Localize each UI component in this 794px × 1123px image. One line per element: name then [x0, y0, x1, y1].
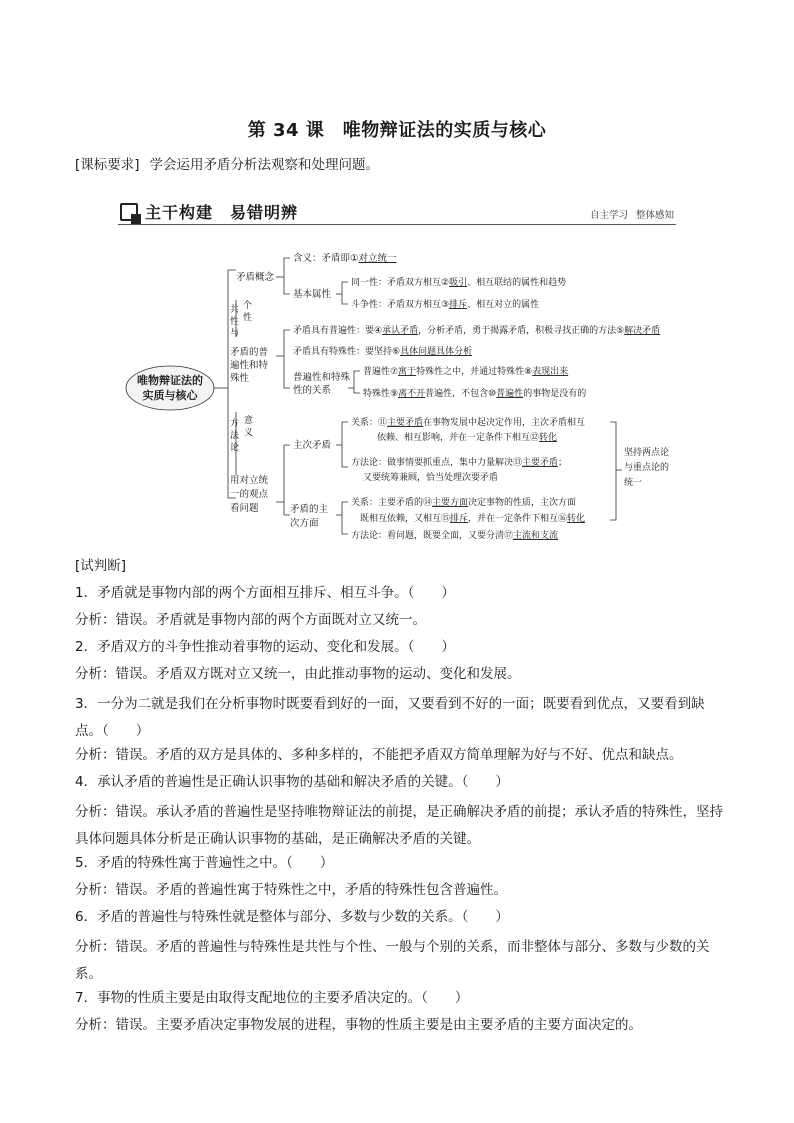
node-pu-1: 矛盾的普 — [230, 347, 269, 358]
node-basic: 基本属性 — [293, 289, 332, 300]
quiz-question-1: 1．矛盾就是事物内部的两个方面相互排斥、相互斗争。（ ） — [75, 585, 455, 601]
quiz-question-3: 3．一分为二就是我们在分析事物时既要看到好的一面，又要看到不好的一面；既要看到优点，又要看到缺点。（ ） — [75, 696, 705, 739]
requirement-tag: [课标要求] — [75, 157, 140, 173]
section-square-icon — [120, 203, 138, 221]
quiz-question-7: 7．事物的性质主要是由取得支配地位的主要矛盾决定的。（ ） — [75, 990, 469, 1006]
node-struggle: 斗争性：矛盾双方相互③排斥、相互对立的属性 — [351, 300, 540, 310]
node-identity: 同一性：矛盾双方相互②吸引、相互联结的属性和趋势 — [351, 278, 567, 288]
quiz-heading: [试判断] — [75, 558, 127, 574]
section-tag-self-study: 自主学习 — [589, 210, 628, 221]
aspect-rel-1: 关系：主要矛盾的⑭主要方面决定事物的性质，主次方面 — [351, 498, 577, 508]
node-unity-3: 统一 — [624, 478, 643, 488]
main-method-1: 方法论：做事情要抓重点，集中力量解决⑬主要矛盾； — [351, 458, 568, 468]
main-rel-1: 关系：⑪主要矛盾在事物发展中起决定作用，主次矛盾相互 — [351, 418, 586, 428]
quiz-answer-4: 分析：错误。承认矛盾的普遍性是坚持唯物辩证法的前提，是正确解决矛盾的前提；承认矛盾的特殊性，坚持具体问题具体分析是正确认识事物的基础，是正确解决矛盾的关键。 — [75, 804, 723, 847]
node-relation-1: 普遍性和特殊 — [293, 372, 351, 383]
aspect-rel-2: 既相互依赖，又相互⑮排斥，并在一定条件下相互⑯转化 — [360, 514, 586, 524]
root-line1: 唯物辩证法的 — [137, 374, 203, 387]
gx-2: 性 — [230, 317, 240, 327]
node-pu-3: 殊性 — [230, 373, 250, 384]
main-method-2: 又要统筹兼顾，恰当处理次要矛盾 — [363, 473, 499, 483]
yy-2: 义 — [244, 428, 254, 438]
node-yo-2: 一的观点 — [230, 489, 269, 500]
node-main-contradiction: 主次矛盾 — [293, 440, 332, 451]
yy-1: 意 — [244, 416, 254, 426]
mind-map — [118, 240, 678, 550]
ff-1: 方 — [230, 419, 240, 429]
quiz-answer-2: 分析：错误。矛盾双方既对立又统一，由此推动事物的运动、变化和发展。 — [75, 666, 521, 682]
node-aspect-1: 矛盾的主 — [290, 504, 329, 515]
node-relation-2: 性的关系 — [293, 385, 332, 396]
quiz-question-5: 5．矛盾的特殊性寓于普遍性之中。（ ） — [75, 855, 334, 871]
quiz-answer-7: 分析：错误。主要矛盾决定事物发展的进程，事物的性质主要是由主要矛盾的主要方面决定的。 — [75, 1017, 642, 1033]
quiz-question-2: 2．矛盾双方的斗争性推动着事物的运动、变化和发展。（ ） — [75, 639, 455, 655]
node-unity-1: 坚持两点论 — [624, 448, 670, 458]
aspect-method: 方法论：看问题，既要全面，又要分清⑰主流和支流 — [351, 531, 559, 541]
quiz-answer-1: 分析：错误。矛盾就是事物内部的两个方面既对立又统一。 — [75, 612, 426, 628]
gx-3: 与 — [230, 329, 240, 339]
node-yo-1: 用对立统 — [230, 475, 269, 486]
gx-4: 个 — [243, 301, 253, 311]
ff-2: 法 — [230, 431, 240, 441]
node-universal: 矛盾具有普遍性：要④承认矛盾，分析矛盾，勇于揭露矛盾，积极寻找正确的方法⑤解决矛盾 — [293, 326, 661, 336]
section-tags — [582, 207, 674, 221]
section-title: 主干构建 易错明辨 — [145, 203, 299, 222]
gx-1: 共 — [230, 305, 240, 315]
quiz-question-6: 6．矛盾的普遍性与特殊性就是整体与部分、多数与少数的关系。（ ） — [75, 909, 509, 925]
section-banner — [118, 200, 676, 225]
quiz-answer-3: 分析：错误。矛盾的双方是具体的、多种多样的，不能把矛盾双方简单理解为好与不好、优点和缺点。 — [75, 747, 683, 763]
node-yo-3: 看问题 — [230, 503, 259, 514]
quiz-answer-5: 分析：错误。矛盾的普遍性寓于特殊性之中，矛盾的特殊性包含普遍性。 — [75, 882, 507, 898]
gx-5: 性 — [243, 313, 253, 323]
node-aspect-2: 次方面 — [290, 518, 319, 529]
page-title: 第 34 课 唯物辩证法的实质与核心 — [247, 120, 547, 141]
node-concept: 矛盾概念 — [236, 272, 275, 283]
node-particular: 矛盾具有特殊性：要坚持⑥具体问题具体分析 — [293, 347, 473, 357]
requirement-text: 学会运用矛盾分析法观察和处理问题。 — [149, 157, 380, 173]
ff-3: 论 — [230, 443, 240, 453]
node-rel-part: 特殊性⑨离不开普遍性，不包含⑩普遍性的事物是没有的 — [363, 389, 587, 399]
section-tag-overview: 整体感知 — [635, 210, 674, 221]
node-meaning: 含义：矛盾即①对立统一 — [293, 253, 397, 264]
main-rel-2: 依赖、相互影响，并在一定条件下相互⑫转化 — [377, 433, 558, 443]
quiz-question-4: 4．承认矛盾的普遍性是正确认识事物的基础和解决矛盾的关键。（ ） — [75, 774, 509, 790]
node-unity-2: 与重点论的 — [624, 463, 670, 473]
node-rel-univ: 普遍性⑦寓于特殊性之中，并通过特殊性⑧表现出来 — [363, 367, 569, 377]
quiz-answer-6: 分析：错误。矛盾的普遍性与特殊性是共性与个性、一般与个别的关系，而非整体与部分、多数与少数的关系。 — [75, 939, 710, 982]
root-line2: 实质与核心 — [142, 389, 198, 402]
node-pu-2: 遍性和特 — [230, 360, 269, 371]
requirement — [75, 153, 379, 173]
